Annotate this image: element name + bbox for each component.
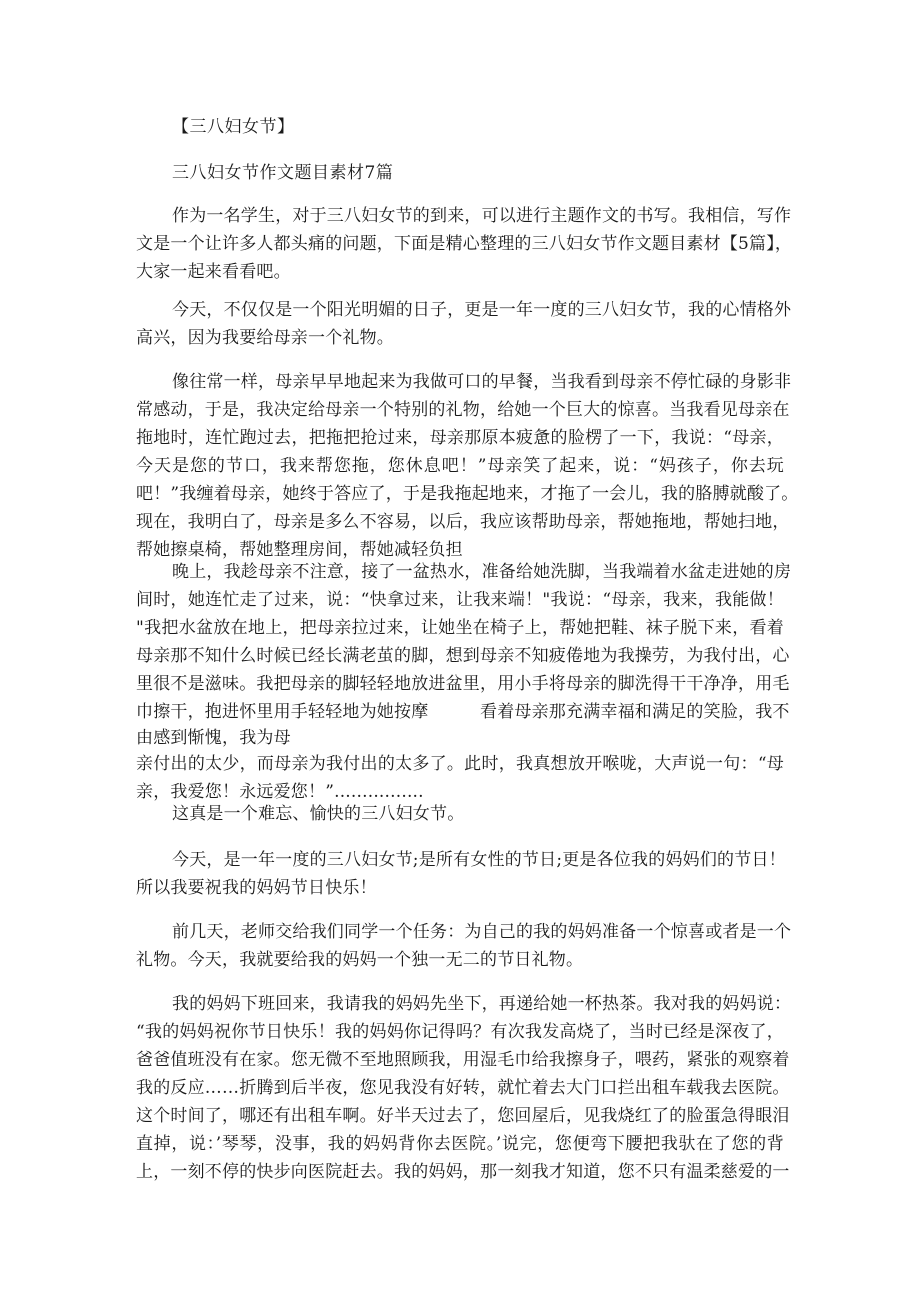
text-line: 亲付出的太少，而母亲为我付出的太多了。此时，我真想放开喉咙，大声说一句：“母 — [136, 754, 784, 774]
paragraph-essay1-opening — [136, 296, 792, 352]
text-line: 拖地时，连忙跑过去，把拖把抢过来，母亲那原本疲惫的脸楞了一下，我说：“母亲， — [136, 428, 784, 448]
text-line: 今天是您的节口，我来帮您拖，您休息吧！”母亲笑了起来，说：“妈孩子，你去玩 — [136, 456, 784, 476]
paragraph-essay2-opening — [136, 846, 784, 902]
paragraph-essay1-evening — [136, 558, 792, 806]
text-line: 晚上，我趁母亲不注意，接了一盆热水，准备给她洗脚，当我端着水盆走进她的房 — [172, 562, 792, 582]
text-line: 常感动，于是，我决定给母亲一个特别的礼物，给她一个巨大的惊喜。当我看见母亲在 — [136, 400, 790, 420]
text-line: 所以我要祝我的妈妈节日快乐！ — [136, 878, 377, 898]
text-line: 今天，不仅仅是一个阳光明媚的日子，更是一年一度的三八妇女节，我的心情格外 — [172, 300, 792, 320]
text-line: 今天，是一年一度的三八妇女节;是所有女性的节日;更是各位我的妈妈们的节日！ — [172, 850, 786, 870]
text-line: 礼物。今天，我就要给我的妈妈一个独一无二的节日礼物。 — [136, 950, 584, 970]
text-line: 亲，我爱您！永远爱您！”................ — [136, 782, 424, 802]
paragraph-essay2-task — [136, 918, 792, 974]
paragraph-essay2-memory — [136, 990, 792, 1186]
paragraph-intro — [136, 202, 793, 286]
text-line: 文是一个让许多人都头痛的问题，下面是精心整理的三八妇女节作文题目素材【5篇】， — [136, 234, 793, 254]
paragraph-essay1-morning — [136, 368, 799, 564]
text-line: 直掉，说：’琴琴，没事，我的妈妈背你去医院。’说完，您便弯下腰把我驮在了您的背 — [136, 1134, 784, 1154]
text-line: 母亲那不知什么时候已经长满老茧的脚，想到母亲不知疲倦地为我操劳，为我付出，心 — [136, 646, 790, 666]
text-line: 巾擦干，抱进怀里用手轻轻地为她按摩 看着母亲那充满幸福和满足的笑脸，我不 — [136, 702, 790, 722]
text-line: 这个时间了，哪还有出租车啊。好半天过去了，您回屋后，见我烧红了的脸蛋急得眼泪 — [136, 1106, 790, 1126]
text-line: 前几天，老师交给我们同学一个任务：为自己的我的妈妈准备一个惊喜或者是一个 — [172, 922, 792, 942]
text-line: 吧！”我缠着母亲，她终于答应了，于是我拖起地来，才拖了一会儿，我的胳膊就酸了。 — [136, 484, 799, 504]
text-line: 间时，她连忙走了过来，说：“快拿过来，让我来端！"我说：“母亲，我来，我能做！ — [136, 590, 784, 610]
text-line: 作为一名学生，对于三八妇女节的到来，可以进行主题作文的书写。我相信，写作 — [172, 206, 792, 226]
text-line: 帮她擦桌椅，帮她整理房间，帮她减轻负担 — [136, 540, 463, 560]
text-line: 里很不是滋味。我把母亲的脚轻轻地放进盆里，用小手将母亲的脚洗得干干净净，用毛 — [136, 674, 790, 694]
document-title: 三八妇女节作文题目素材7篇 — [172, 163, 394, 183]
text-line: 爸爸值班没有在家。您无微不至地照顾我，用湿毛巾给我擦身子，喂药，紧张的观察着 — [136, 1050, 790, 1070]
text-line: "我把水盆放在地上，把母亲拉过来，让她坐在椅子上，帮她把鞋、袜子脱下来，看着 — [136, 618, 784, 638]
text-line: 大家一起来看看吧。 — [136, 262, 291, 282]
text-line: 我的妈妈下班回来，我请我的妈妈先坐下，再递给她一杯热茶。我对我的妈妈说： — [172, 994, 792, 1014]
text-line: 高兴，因为我要给母亲一个礼物。 — [136, 328, 394, 348]
text-line: 这真是一个难忘、愉快的三八妇女节。 — [172, 804, 465, 824]
paragraph-essay1-closing — [136, 800, 784, 828]
text-line: 我的反应……折腾到后半夜，您见我没有好转，就忙着去大门口拦出租车载我去医院。 — [136, 1078, 790, 1098]
text-line: 现在，我明白了，母亲是多么不容易，以后，我应该帮助母亲，帮她拖地，帮她扫地， — [136, 512, 790, 532]
text-line: 像往常一样，母亲早早地起来为我做可口的早餐，当我看到母亲不停忙碌的身影非 — [172, 372, 792, 392]
text-line: “我的妈妈祝你节日快乐！我的妈妈你记得吗？有次我发高烧了，当时已经是深夜了， — [136, 1022, 784, 1042]
text-line: 上，一刻不停的快步向医院赶去。我的妈妈，那一刻我才知道，您不只有温柔慈爱的一 — [136, 1162, 790, 1182]
text-line: 由感到惭愧，我为母 — [136, 728, 291, 748]
document-tag: 【三八妇女节】 — [172, 117, 295, 137]
